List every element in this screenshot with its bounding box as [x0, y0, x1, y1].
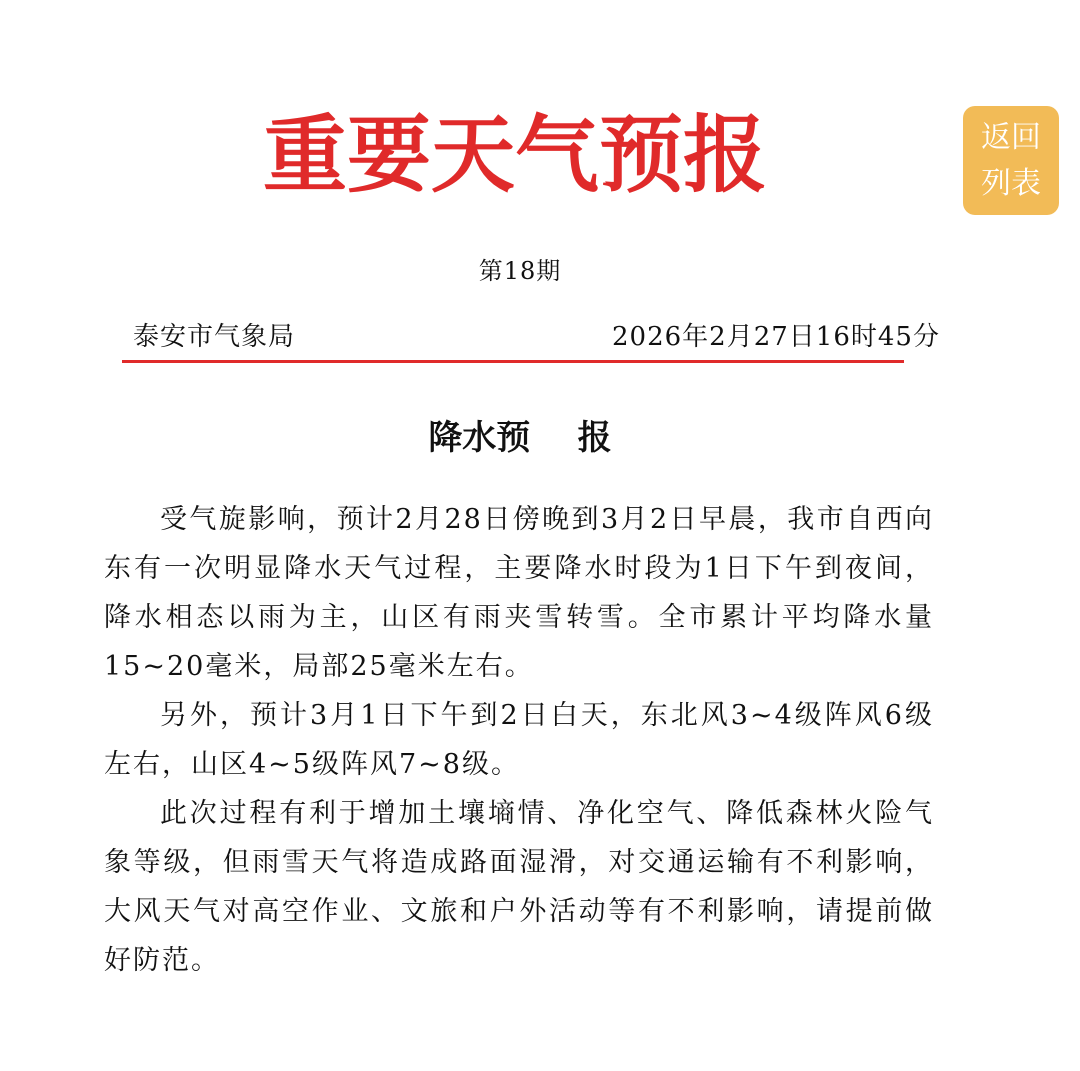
- issue-datetime: 2026年2月27日16时45分: [612, 322, 940, 352]
- back-button-label-line2: 列表: [981, 165, 1041, 201]
- body-paragraph: 受气旋影响，预计2月28日傍晚到3月2日早晨，我市自西向东有一次明显降水天气过程，主要降水时段为1日下午到夜间，降水相态以雨为主，山区有雨夹雪转雪。全市累计平均降水量15~20毫米，局部25毫米左右。: [104, 504, 934, 682]
- issuer-name: 泰安市气象局: [133, 322, 296, 352]
- document-body: [104, 495, 934, 985]
- red-divider: [122, 360, 904, 363]
- body-paragraph: 另外，预计3月1日下午到2日白天，东北风3~4级阵风6级左右，山区4~5级阵风7~8级。: [104, 700, 934, 780]
- back-to-list-button[interactable]: [963, 106, 1059, 215]
- masthead-title: 重要天气预报: [263, 105, 768, 204]
- back-button-label-line1: 返回: [981, 119, 1041, 155]
- issue-number: 第18期: [478, 257, 562, 285]
- body-paragraph: 此次过程有利于增加土壤墒情、净化空气、降低森林火险气象等级，但雨雪天气将造成路面湿滑，对交通运输有不利影响，大风天气对高空作业、文旅和户外活动等有不利影响，请提前做好防范。: [104, 798, 934, 976]
- document-title: 降水预 报: [428, 418, 612, 458]
